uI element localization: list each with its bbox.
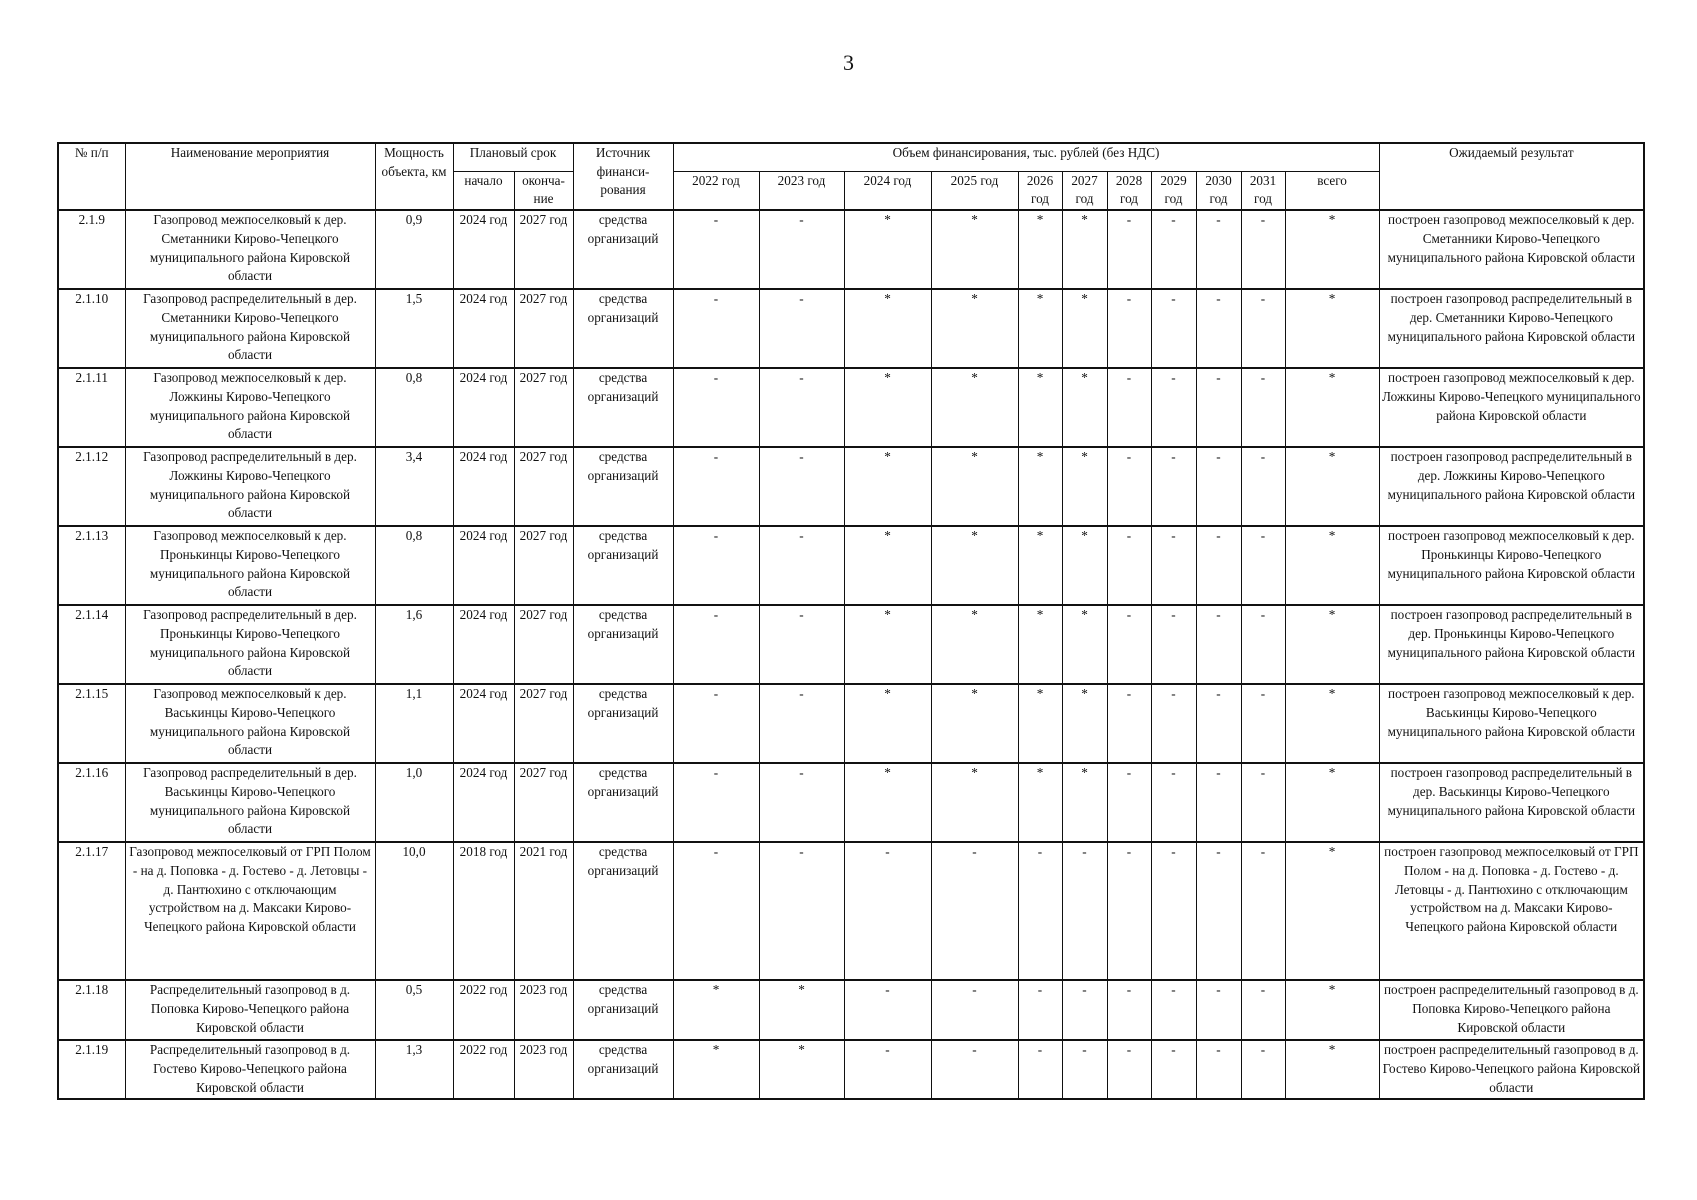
row-source: средства организаций (573, 842, 673, 980)
row-value-2024: * (844, 368, 931, 447)
row-end: 2027 год (514, 605, 573, 684)
row-value-2031: - (1241, 526, 1285, 605)
row-value-2026: - (1018, 1040, 1062, 1099)
row-name: Газопровод межпоселковый от ГРП Полом - на д. Поповка - д. Гостево - д. Летовцы - д. Пантюхино с отключающим устройством на д. Максаки Кирово-Чепецкого района Кировской области (125, 842, 375, 980)
row-value-2025: * (931, 368, 1018, 447)
row-name: Газопровод распределительный в дер. Сметанники Кирово-Чепецкого муниципального района Кировской области (125, 289, 375, 368)
table-body (58, 210, 1644, 1099)
row-value-2023: * (759, 1040, 844, 1099)
header-year: 2029 год (1151, 171, 1196, 210)
row-name: Газопровод межпоселковый к дер. Ложкины Кирово-Чепецкого муниципального района Кировской области (125, 368, 375, 447)
row-value-2026: * (1018, 210, 1062, 289)
row-value-2028: - (1107, 526, 1151, 605)
row-name: Распределительный газопровод в д. Поповка Кирово-Чепецкого района Кировской области (125, 980, 375, 1040)
row-value-2022: - (673, 289, 759, 368)
row-num: 2.1.9 (58, 210, 125, 289)
row-end: 2027 год (514, 447, 573, 526)
row-result: построен распределительный газопровод в д. Поповка Кирово-Чепецкого района Кировской области (1379, 980, 1644, 1040)
row-value-2024: * (844, 684, 931, 763)
row-capacity: 10,0 (375, 842, 453, 980)
row-total: * (1285, 842, 1379, 980)
row-value-2031: - (1241, 605, 1285, 684)
row-value-2029: - (1151, 526, 1196, 605)
header-year: 2027 год (1062, 171, 1107, 210)
row-name: Распределительный газопровод в д. Гостево Кирово-Чепецкого района Кировской области (125, 1040, 375, 1099)
row-end: 2027 год (514, 763, 573, 842)
row-result: построен газопровод распределительный в дер. Сметанники Кирово-Чепецкого муниципального района Кировской области (1379, 289, 1644, 368)
row-num: 2.1.10 (58, 289, 125, 368)
row-start: 2024 год (453, 289, 514, 368)
row-total: * (1285, 684, 1379, 763)
row-capacity: 1,0 (375, 763, 453, 842)
row-value-2031: - (1241, 684, 1285, 763)
row-num: 2.1.12 (58, 447, 125, 526)
row-source: средства организаций (573, 368, 673, 447)
row-result: построен распределительный газопровод в д. Гостево Кирово-Чепецкого района Кировской области (1379, 1040, 1644, 1099)
row-value-2025: - (931, 980, 1018, 1040)
row-value-2023: - (759, 210, 844, 289)
row-value-2028: - (1107, 368, 1151, 447)
row-value-2028: - (1107, 980, 1151, 1040)
row-value-2022: * (673, 1040, 759, 1099)
row-value-2024: - (844, 1040, 931, 1099)
row-value-2024: * (844, 605, 931, 684)
row-value-2027: - (1062, 980, 1107, 1040)
row-value-2022: - (673, 684, 759, 763)
header-source: Источник финанси-рования (573, 143, 673, 210)
row-value-2025: * (931, 526, 1018, 605)
row-value-2023: - (759, 526, 844, 605)
row-value-2024: * (844, 210, 931, 289)
row-value-2031: - (1241, 842, 1285, 980)
row-num: 2.1.19 (58, 1040, 125, 1099)
row-name: Газопровод межпоселковый к дер. Васькинцы Кирово-Чепецкого муниципального района Кировской области (125, 684, 375, 763)
row-value-2023: - (759, 763, 844, 842)
row-value-2023: - (759, 684, 844, 763)
header-year: 2028 год (1107, 171, 1151, 210)
row-num: 2.1.14 (58, 605, 125, 684)
row-source: средства организаций (573, 526, 673, 605)
table-row (58, 1040, 1644, 1099)
row-value-2022: - (673, 605, 759, 684)
row-value-2030: - (1196, 447, 1241, 526)
table-row (58, 605, 1644, 684)
row-value-2029: - (1151, 684, 1196, 763)
row-value-2026: * (1018, 526, 1062, 605)
row-total: * (1285, 447, 1379, 526)
row-start: 2024 год (453, 763, 514, 842)
row-capacity: 1,5 (375, 289, 453, 368)
row-end: 2027 год (514, 526, 573, 605)
row-num: 2.1.11 (58, 368, 125, 447)
header-result: Ожидаемый результат (1379, 143, 1644, 210)
row-result: построен газопровод межпоселковый к дер. Сметанники Кирово-Чепецкого муниципального района Кировской области (1379, 210, 1644, 289)
row-num: 2.1.13 (58, 526, 125, 605)
row-value-2023: - (759, 289, 844, 368)
table-header (58, 143, 1644, 210)
table-row (58, 210, 1644, 289)
table-row (58, 289, 1644, 368)
row-start: 2024 год (453, 447, 514, 526)
row-num: 2.1.18 (58, 980, 125, 1040)
row-value-2028: - (1107, 605, 1151, 684)
row-value-2029: - (1151, 980, 1196, 1040)
row-source: средства организаций (573, 447, 673, 526)
row-value-2023: * (759, 980, 844, 1040)
header-capacity: Мощность объекта, км (375, 143, 453, 210)
row-value-2027: * (1062, 763, 1107, 842)
row-value-2025: - (931, 842, 1018, 980)
row-value-2030: - (1196, 289, 1241, 368)
row-value-2028: - (1107, 763, 1151, 842)
row-value-2028: - (1107, 289, 1151, 368)
row-value-2031: - (1241, 210, 1285, 289)
row-source: средства организаций (573, 289, 673, 368)
row-total: * (1285, 605, 1379, 684)
row-value-2022: - (673, 842, 759, 980)
row-start: 2022 год (453, 1040, 514, 1099)
row-start: 2024 год (453, 684, 514, 763)
row-value-2022: - (673, 210, 759, 289)
row-value-2029: - (1151, 368, 1196, 447)
row-name: Газопровод распределительный в дер. Ложкины Кирово-Чепецкого муниципального района Кировской области (125, 447, 375, 526)
row-start: 2024 год (453, 368, 514, 447)
row-value-2031: - (1241, 447, 1285, 526)
row-total: * (1285, 526, 1379, 605)
row-value-2031: - (1241, 1040, 1285, 1099)
row-capacity: 1,3 (375, 1040, 453, 1099)
row-capacity: 3,4 (375, 447, 453, 526)
row-end: 2023 год (514, 1040, 573, 1099)
row-value-2031: - (1241, 980, 1285, 1040)
row-end: 2027 год (514, 210, 573, 289)
row-end: 2021 год (514, 842, 573, 980)
row-result: построен газопровод распределительный в дер. Пронькинцы Кирово-Чепецкого муниципального района Кировской области (1379, 605, 1644, 684)
row-result: построен газопровод распределительный в дер. Васькинцы Кирово-Чепецкого муниципального района Кировской области (1379, 763, 1644, 842)
table-row (58, 447, 1644, 526)
row-value-2029: - (1151, 447, 1196, 526)
row-end: 2027 год (514, 368, 573, 447)
row-end: 2027 год (514, 289, 573, 368)
row-value-2025: * (931, 763, 1018, 842)
header-year: 2026 год (1018, 171, 1062, 210)
table-row (58, 368, 1644, 447)
row-value-2027: - (1062, 1040, 1107, 1099)
row-start: 2018 год (453, 842, 514, 980)
row-capacity: 1,1 (375, 684, 453, 763)
row-value-2029: - (1151, 842, 1196, 980)
funding-plan-table (57, 142, 1645, 1100)
row-value-2024: * (844, 763, 931, 842)
table-row (58, 526, 1644, 605)
row-value-2028: - (1107, 447, 1151, 526)
page-number: 3 (843, 50, 854, 75)
row-value-2022: - (673, 368, 759, 447)
row-name: Газопровод распределительный в дер. Васькинцы Кирово-Чепецкого муниципального района Кировской области (125, 763, 375, 842)
row-value-2026: * (1018, 368, 1062, 447)
row-source: средства организаций (573, 210, 673, 289)
row-value-2025: * (931, 447, 1018, 526)
table-row (58, 842, 1644, 980)
row-capacity: 1,6 (375, 605, 453, 684)
row-value-2031: - (1241, 763, 1285, 842)
row-num: 2.1.17 (58, 842, 125, 980)
row-capacity: 0,8 (375, 368, 453, 447)
row-total: * (1285, 763, 1379, 842)
row-start: 2024 год (453, 526, 514, 605)
row-value-2028: - (1107, 842, 1151, 980)
row-value-2029: - (1151, 605, 1196, 684)
row-value-2028: - (1107, 684, 1151, 763)
row-value-2026: * (1018, 605, 1062, 684)
row-value-2031: - (1241, 289, 1285, 368)
row-value-2030: - (1196, 1040, 1241, 1099)
row-value-2023: - (759, 605, 844, 684)
row-value-2027: * (1062, 210, 1107, 289)
row-value-2024: * (844, 526, 931, 605)
header-funding: Объем финансирования, тыс. рублей (без НДС) (673, 143, 1379, 171)
row-total: * (1285, 980, 1379, 1040)
row-value-2024: - (844, 842, 931, 980)
row-value-2030: - (1196, 526, 1241, 605)
table-row (58, 763, 1644, 842)
header-name: Наименование мероприятия (125, 143, 375, 210)
row-source: средства организаций (573, 763, 673, 842)
row-value-2027: * (1062, 447, 1107, 526)
header-year: 2023 год (759, 171, 844, 210)
row-total: * (1285, 1040, 1379, 1099)
row-result: построен газопровод межпоселковый к дер. Пронькинцы Кирово-Чепецкого муниципального района Кировской области (1379, 526, 1644, 605)
row-value-2030: - (1196, 842, 1241, 980)
row-source: средства организаций (573, 605, 673, 684)
row-value-2024: - (844, 980, 931, 1040)
row-value-2030: - (1196, 210, 1241, 289)
row-start: 2022 год (453, 980, 514, 1040)
row-value-2027: * (1062, 605, 1107, 684)
row-total: * (1285, 210, 1379, 289)
row-value-2022: - (673, 447, 759, 526)
row-value-2026: * (1018, 447, 1062, 526)
row-source: средства организаций (573, 684, 673, 763)
header-year: 2022 год (673, 171, 759, 210)
row-value-2022: - (673, 763, 759, 842)
header-year: 2025 год (931, 171, 1018, 210)
row-value-2026: * (1018, 763, 1062, 842)
row-value-2027: * (1062, 526, 1107, 605)
header-term-end: оконча-ние (514, 171, 573, 210)
row-capacity: 0,9 (375, 210, 453, 289)
row-result: построен газопровод межпоселковый к дер. Ложкины Кирово-Чепецкого муниципального района Кировской области (1379, 368, 1644, 447)
row-value-2022: * (673, 980, 759, 1040)
row-value-2031: - (1241, 368, 1285, 447)
row-end: 2023 год (514, 980, 573, 1040)
row-num: 2.1.16 (58, 763, 125, 842)
header-year: 2031 год (1241, 171, 1285, 210)
row-value-2030: - (1196, 980, 1241, 1040)
row-value-2029: - (1151, 210, 1196, 289)
row-total: * (1285, 289, 1379, 368)
row-value-2023: - (759, 368, 844, 447)
row-value-2025: * (931, 605, 1018, 684)
row-num: 2.1.15 (58, 684, 125, 763)
row-source: средства организаций (573, 980, 673, 1040)
row-value-2027: - (1062, 842, 1107, 980)
row-end: 2027 год (514, 684, 573, 763)
header-year: 2030 год (1196, 171, 1241, 210)
row-start: 2024 год (453, 605, 514, 684)
row-value-2030: - (1196, 368, 1241, 447)
row-value-2029: - (1151, 763, 1196, 842)
row-value-2028: - (1107, 1040, 1151, 1099)
row-value-2024: * (844, 447, 931, 526)
row-name: Газопровод распределительный в дер. Пронькинцы Кирово-Чепецкого муниципального района Кировской области (125, 605, 375, 684)
table-row (58, 980, 1644, 1040)
header-num: № п/п (58, 143, 125, 210)
row-value-2027: * (1062, 289, 1107, 368)
row-value-2030: - (1196, 763, 1241, 842)
row-result: построен газопровод межпоселковый от ГРП Полом - на д. Поповка - д. Гостево - д. Летовцы - д. Пантюхино с отключающим устройством на д. Максаки Кирово-Чепецкого района Кировской области (1379, 842, 1644, 980)
row-value-2026: - (1018, 842, 1062, 980)
row-capacity: 0,8 (375, 526, 453, 605)
row-value-2029: - (1151, 1040, 1196, 1099)
header-total: всего (1285, 171, 1379, 210)
row-value-2030: - (1196, 605, 1241, 684)
row-value-2026: * (1018, 684, 1062, 763)
row-value-2027: * (1062, 684, 1107, 763)
row-source: средства организаций (573, 1040, 673, 1099)
row-value-2025: * (931, 210, 1018, 289)
header-year: 2024 год (844, 171, 931, 210)
row-result: построен газопровод распределительный в дер. Ложкины Кирово-Чепецкого муниципального района Кировской области (1379, 447, 1644, 526)
row-value-2027: * (1062, 368, 1107, 447)
row-value-2024: * (844, 289, 931, 368)
row-value-2025: * (931, 289, 1018, 368)
row-value-2025: - (931, 1040, 1018, 1099)
row-value-2029: - (1151, 289, 1196, 368)
row-value-2028: - (1107, 210, 1151, 289)
row-value-2026: * (1018, 289, 1062, 368)
row-value-2022: - (673, 526, 759, 605)
row-value-2025: * (931, 684, 1018, 763)
row-value-2030: - (1196, 684, 1241, 763)
row-total: * (1285, 368, 1379, 447)
row-capacity: 0,5 (375, 980, 453, 1040)
row-start: 2024 год (453, 210, 514, 289)
header-term: Плановый срок (453, 143, 573, 171)
row-value-2026: - (1018, 980, 1062, 1040)
row-value-2023: - (759, 842, 844, 980)
table-row (58, 684, 1644, 763)
header-term-start: начало (453, 171, 514, 210)
row-value-2023: - (759, 447, 844, 526)
row-result: построен газопровод межпоселковый к дер. Васькинцы Кирово-Чепецкого муниципального района Кировской области (1379, 684, 1644, 763)
row-name: Газопровод межпоселковый к дер. Пронькинцы Кирово-Чепецкого муниципального района Кировской области (125, 526, 375, 605)
row-name: Газопровод межпоселковый к дер. Сметанники Кирово-Чепецкого муниципального района Кировской области (125, 210, 375, 289)
